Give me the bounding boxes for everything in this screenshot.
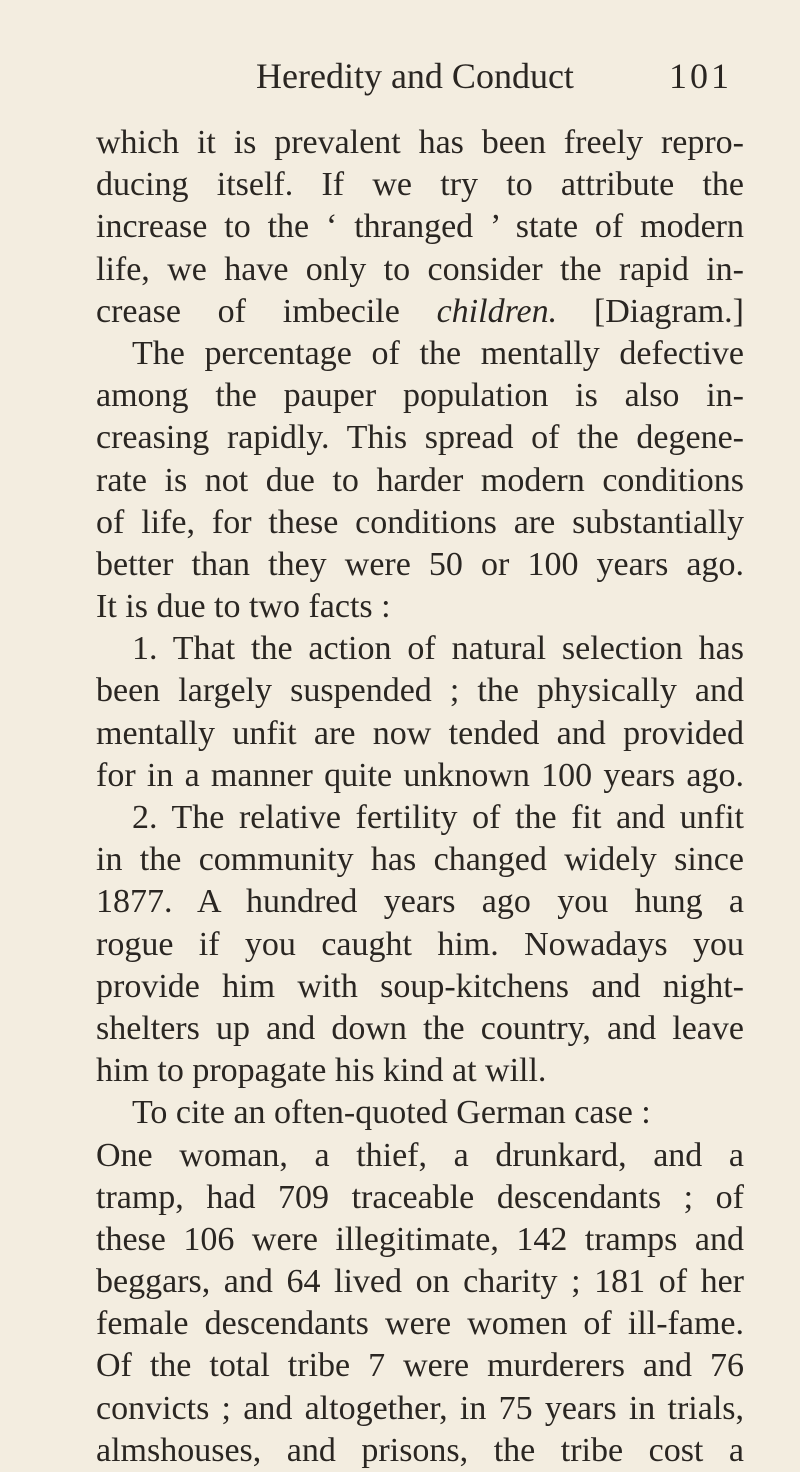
text-line: almshouses, and prisons, the tribe cost a (96, 1431, 744, 1469)
text-line: shelters up and down the country, and leave (96, 1009, 744, 1047)
text-line: To cite an often-quoted German case : (132, 1094, 651, 1132)
text-line: creasing rapidly. This spread of the degene- (96, 419, 744, 457)
text-line: beggars, and 64 lived on charity ; 181 of her (96, 1263, 744, 1301)
text-line (96, 291, 744, 333)
text-line: 2. The relative fertility of the fit and unfit (132, 799, 744, 836)
diagram-reference: [Diagram.] (593, 292, 745, 330)
text-line: ducing itself. If we try to attribute the (96, 166, 744, 204)
body-text (96, 122, 744, 1472)
text-line: rate is not due to harder modern conditions (96, 461, 744, 499)
text-line: better than they were 50 or 100 years ago. (96, 545, 744, 583)
text-line: these 106 were illegitimate, 142 tramps and (96, 1220, 744, 1258)
text-line: increase to the ‘ thranged ’ state of modern (96, 208, 744, 246)
text-line: convicts ; and altogether, in 75 years in trials, (96, 1389, 744, 1427)
text-line: Of the total tribe 7 were murderers and 76 (96, 1347, 744, 1385)
text-line: for in a manner quite unknown 100 years ago. (96, 756, 744, 794)
text-line: among the pauper population is also in- (96, 377, 744, 415)
text-line: him to propagate his kind at will. (96, 1052, 547, 1090)
text-line: tramp, had 709 traceable descendants ; of (96, 1178, 744, 1216)
text-line: life, we have only to consider the rapid in- (96, 250, 744, 288)
text-line: been largely suspended ; the physically and (96, 672, 744, 710)
text-line: rogue if you caught him. Nowadays you (96, 925, 744, 963)
text-line: in the community has changed widely since (96, 841, 744, 879)
text-line: It is due to two facts : (96, 588, 391, 626)
text-fragment: crease of imbecile (96, 292, 400, 330)
text-line: female descendants were women of ill-fame. (96, 1305, 744, 1343)
page-header (96, 46, 740, 106)
text-line: One woman, a thief, a drunkard, and a (96, 1136, 744, 1174)
text-line: 1877. A hundred years ago you hung a (96, 883, 744, 921)
text-line: mentally unfit are now tended and provided (96, 714, 744, 752)
text-line: which it is prevalent has been freely repro- (96, 124, 744, 161)
text-line: of life, for these conditions are substantially (96, 503, 744, 541)
text-line: provide him with soup-kitchens and night- (96, 967, 744, 1005)
text-line: 1. That the action of natural selection has (132, 630, 744, 668)
running-title: Heredity and Conduct (256, 56, 574, 96)
text-line: The percentage of the mentally defective (132, 334, 744, 372)
page-number: 101 (669, 56, 732, 96)
italic-word: children. (436, 292, 558, 330)
